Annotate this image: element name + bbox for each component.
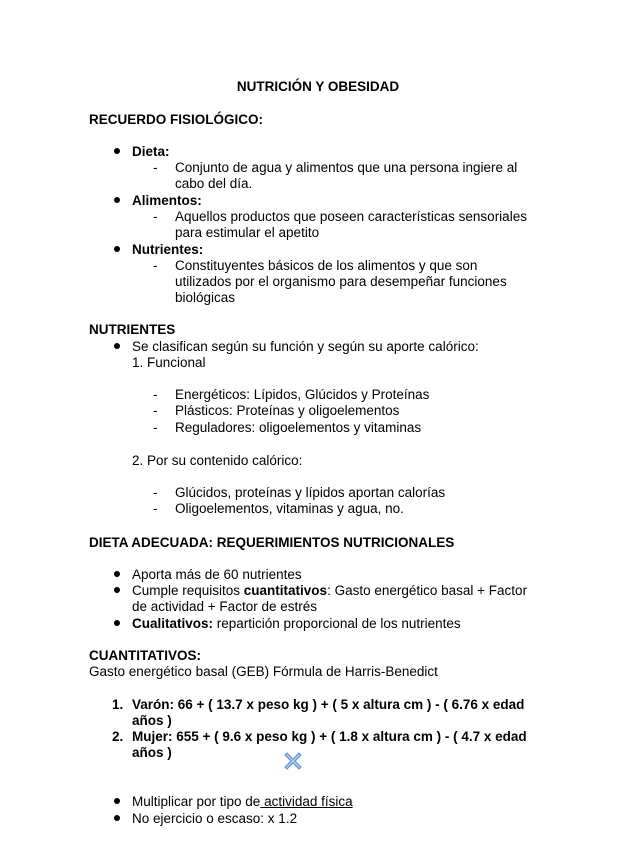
numbered-label: 1. Funcional: [132, 355, 206, 370]
section-heading-recuerdo: RECUERDO FISIOLÓGICO:: [89, 112, 264, 127]
list-item: Aporta más de 60 nutrientes: [132, 567, 302, 582]
term-alimentos: Alimentos:: [132, 193, 202, 208]
actividad-fisica-link[interactable]: actividad física: [260, 794, 353, 809]
list-item: Energéticos: Lípidos, Glúcidos y Proteínas: [175, 387, 430, 402]
section-heading-cuantitativos: CUANTITATIVOS:: [89, 648, 201, 663]
section-heading-nutrientes: NUTRIENTES: [89, 322, 176, 337]
bullet-dot: [114, 246, 120, 252]
formula-mujer-cont: años ): [132, 745, 172, 760]
dash: -: [153, 209, 158, 224]
def-line: biológicas: [175, 290, 236, 305]
dash: -: [153, 160, 158, 175]
dash: -: [153, 403, 158, 418]
page-title: NUTRICIÓN Y OBESIDAD: [236, 79, 400, 94]
bullet-dot: [114, 197, 120, 203]
list-item: No ejercicio o escaso: x 1.2: [132, 811, 298, 826]
formula-varon-cont: años ): [132, 713, 172, 728]
bullet-dot: [114, 587, 120, 593]
list-item: Se clasifican según su función y según su aporte calórico:: [132, 339, 479, 354]
list-item: [132, 794, 353, 810]
bullet-dot: [114, 571, 120, 577]
formula-varon: Varón: 66 + ( 13.7 x peso kg ) + ( 5 x altura cm ) - ( 6.76 x edad: [132, 697, 525, 712]
dash: -: [153, 485, 158, 500]
formula-number: 1.: [112, 697, 124, 712]
section-heading-dieta: DIETA ADECUADA: REQUERIMIENTOS NUTRICIONALES: [89, 535, 455, 550]
text: Multiplicar por tipo de: [132, 794, 261, 809]
list-item: Oligoelementos, vitaminas y agua, no.: [175, 501, 404, 516]
term-dieta: Dieta:: [132, 144, 170, 159]
formula-mujer: Mujer: 655 + ( 9.6 x peso kg ) + ( 1.8 x altura cm ) - ( 4.7 x edad: [132, 729, 527, 744]
def-line: Conjunto de agua y alimentos que una persona ingiere al: [175, 160, 518, 175]
list-item: [132, 616, 461, 632]
formula-number: 2.: [112, 729, 124, 744]
bullet-dot: [114, 815, 120, 821]
bullet-dot: [114, 620, 120, 626]
list-item: Plásticos: Proteínas y oligoelementos: [175, 403, 400, 418]
numbered-label: 2. Por su contenido calórico:: [132, 453, 303, 468]
list-item: Glúcidos, proteínas y lípidos aportan calorías: [175, 485, 446, 500]
text: repartición proporcional de los nutrientes: [213, 616, 461, 631]
text: Cumple requisitos: [132, 583, 244, 598]
close-x-icon[interactable]: [283, 751, 303, 771]
bullet-dot: [114, 148, 120, 154]
emphasis: Cualitativos:: [132, 616, 214, 631]
term-nutrientes: Nutrientes:: [132, 242, 204, 257]
list-item: Reguladores: oligoelementos y vitaminas: [175, 420, 422, 435]
def-line: utilizados por el organismo para desempeñar funciones: [175, 274, 507, 289]
text: : Gasto energético basal + Factor: [327, 583, 528, 598]
dash: -: [153, 420, 158, 435]
def-line: Constituyentes básicos de los alimentos y que son: [175, 258, 478, 273]
def-line: cabo del día.: [175, 176, 253, 191]
bullet-dot: [114, 343, 120, 349]
def-line: Aquellos productos que poseen características sensoriales: [175, 209, 527, 224]
def-line: para estimular el apetito: [175, 225, 320, 240]
list-item-continuation: de actividad + Factor de estrés: [132, 599, 317, 614]
dash: -: [153, 501, 158, 516]
subtitle: Gasto energético basal (GEB) Fórmula de Harris-Benedict: [89, 664, 438, 679]
dash: -: [153, 258, 158, 273]
list-item: [132, 583, 527, 599]
dash: -: [153, 387, 158, 402]
bullet-dot: [114, 798, 120, 804]
emphasis: cuantitativos: [243, 583, 328, 598]
